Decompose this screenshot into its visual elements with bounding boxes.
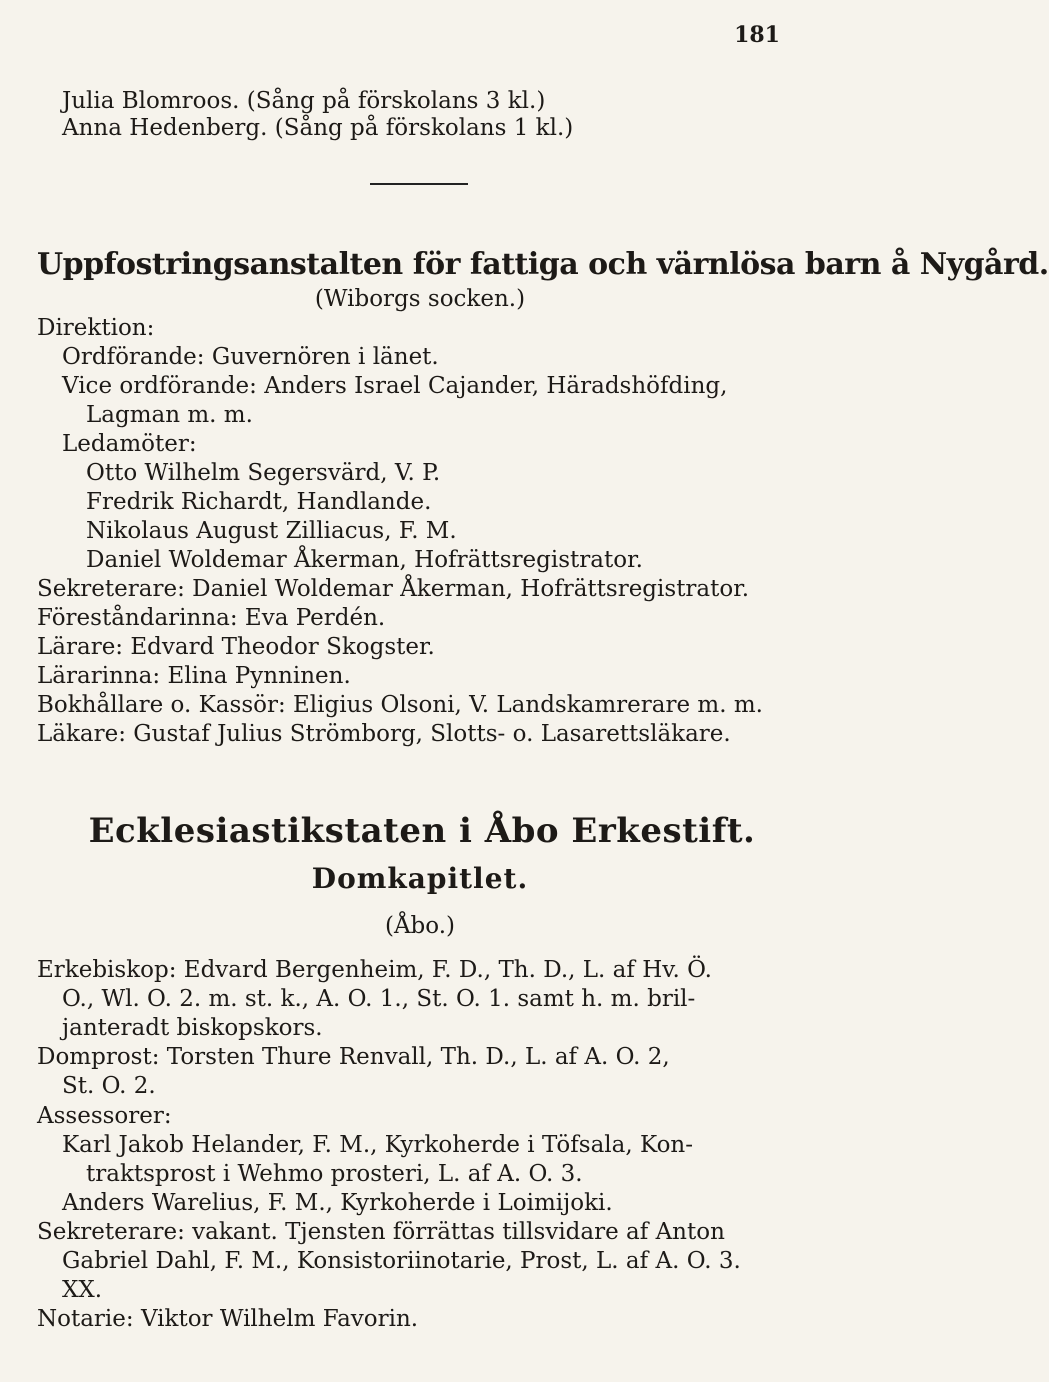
- text-line: Sekreterare: Daniel Woldemar Åkerman, Hofrättsregistrator.: [37, 576, 750, 602]
- text-line: Nikolaus August Zilliacus, F. M.: [86, 518, 457, 544]
- section2-title: Ecklesiastikstaten i Åbo Erkestift.: [88, 811, 756, 851]
- text-line: Karl Jakob Helander, F. M., Kyrkoherde i Töfsala, Kon-: [62, 1132, 693, 1158]
- text-line: Vice ordförande: Anders Israel Cajander, Häradshöfding,: [62, 373, 728, 399]
- text-line: St. O. 2.: [62, 1073, 156, 1099]
- text-line: Direktion:: [37, 315, 155, 341]
- text-line: Läkare: Gustaf Julius Strömborg, Slotts- o. Lasarettsläkare.: [37, 721, 731, 747]
- text-line: Assessorer:: [37, 1103, 172, 1129]
- text-line: Fredrik Richardt, Handlande.: [86, 489, 432, 515]
- page-number: 181: [734, 22, 780, 48]
- text-line: Anders Warelius, F. M., Kyrkoherde i Loimijoki.: [62, 1190, 613, 1216]
- text-line: Sekreterare: vakant. Tjensten förrättas tillsvidare af Anton: [37, 1219, 725, 1245]
- text-line: XX.: [62, 1277, 103, 1303]
- text-line: Lagman m. m.: [86, 402, 253, 428]
- section2-place: (Åbo.): [384, 913, 456, 939]
- section2-subtitle: Domkapitlet.: [311, 862, 529, 895]
- text-line: janteradt biskopskors.: [62, 1015, 323, 1041]
- text-line: Erkebiskop: Edvard Bergenheim, F. D., Th. D., L. af Hv. Ö.: [37, 957, 712, 983]
- top-entry: Anna Hedenberg. (Sång på förskolans 1 kl.): [62, 115, 574, 141]
- text-line: Lärare: Edvard Theodor Skogster.: [37, 634, 435, 660]
- text-line: Daniel Woldemar Åkerman, Hofrättsregistrator.: [86, 547, 643, 573]
- text-line: Lärarinna: Elina Pynninen.: [37, 663, 351, 689]
- section1-title: Uppfostringsanstalten för fattiga och värnlösa barn å Nygård.: [37, 247, 1049, 282]
- text-line: Ledamöter:: [62, 431, 197, 457]
- text-line: Föreståndarinna: Eva Perdén.: [37, 605, 386, 631]
- text-line: Ordförande: Guvernören i länet.: [62, 344, 439, 370]
- text-line: Domprost: Torsten Thure Renvall, Th. D., L. af A. O. 2,: [37, 1044, 670, 1070]
- text-line: Otto Wilhelm Segersvärd, V. P.: [86, 460, 441, 486]
- text-line: traktsprost i Wehmo prosteri, L. af A. O. 3.: [86, 1161, 583, 1187]
- text-line: Gabriel Dahl, F. M., Konsistoriinotarie, Prost, L. af A. O. 3.: [62, 1248, 741, 1274]
- top-entry: Julia Blomroos. (Sång på förskolans 3 kl.): [62, 88, 546, 114]
- section-divider: [370, 183, 468, 185]
- section1-subtitle: (Wiborgs socken.): [314, 286, 526, 312]
- text-line: Bokhållare o. Kassör: Eligius Olsoni, V. Landskamrerare m. m.: [37, 692, 763, 718]
- text-line: O., Wl. O. 2. m. st. k., A. O. 1., St. O. 1. samt h. m. bril-: [62, 986, 696, 1012]
- text-line: Notarie: Viktor Wilhelm Favorin.: [37, 1306, 419, 1332]
